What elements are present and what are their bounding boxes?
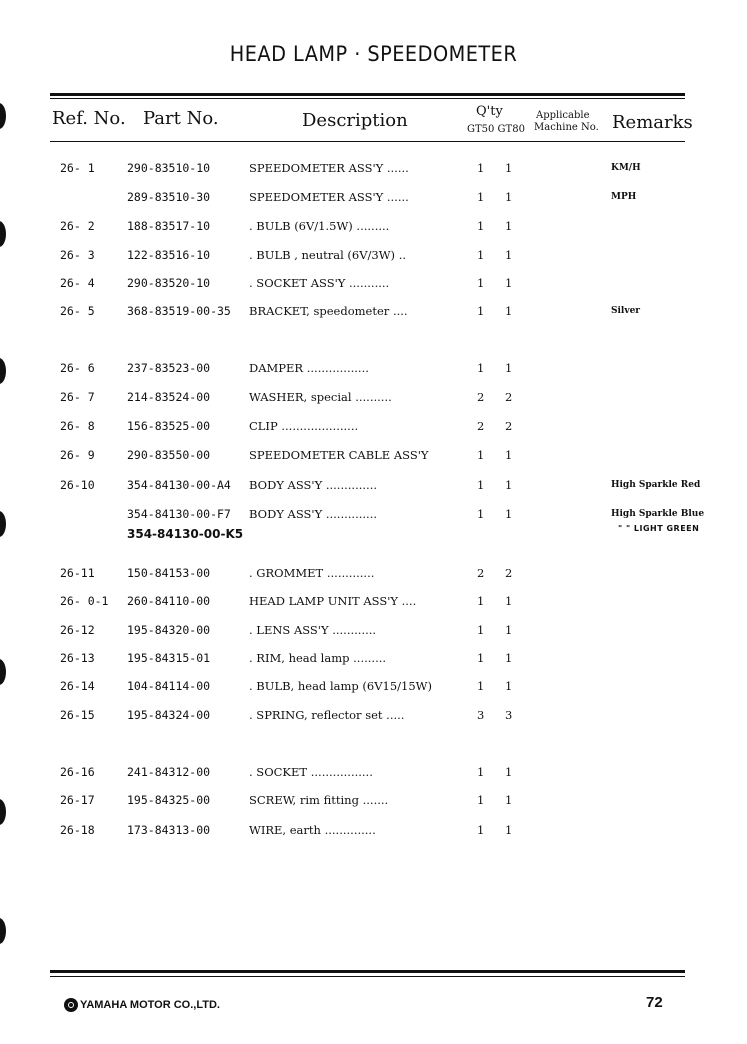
qty-gt50-cell: 1 bbox=[477, 679, 485, 693]
qty-gt50-cell: 1 bbox=[477, 793, 485, 807]
qty-gt50-cell: 1 bbox=[477, 219, 485, 233]
ref-cell: 26- 2 bbox=[60, 219, 95, 233]
ref-cell: 26- 1 bbox=[60, 161, 95, 175]
description-cell: SCREW, rim fitting ....... bbox=[249, 793, 389, 807]
part-number-cell: 290-83520-10 bbox=[127, 276, 211, 290]
part-number-cell: 195-84324-00 bbox=[127, 708, 211, 722]
qty-gt50-cell: 1 bbox=[477, 304, 485, 318]
part-number-cell: 195-84325-00 bbox=[127, 793, 211, 807]
qty-gt50-cell: 1 bbox=[477, 276, 485, 290]
description-cell: . RIM, head lamp ......... bbox=[249, 651, 387, 665]
qty-gt50-cell: 1 bbox=[477, 651, 485, 665]
part-number-cell: 195-84315-01 bbox=[127, 651, 211, 665]
remarks-cell: MPH bbox=[611, 192, 637, 202]
ref-cell: 26-13 bbox=[60, 651, 95, 665]
description-cell: . SOCKET ASS'Y ........... bbox=[249, 276, 390, 290]
col-header-part: Part No. bbox=[143, 108, 219, 129]
ref-cell: 26-16 bbox=[60, 765, 95, 779]
qty-gt80-cell: 2 bbox=[505, 419, 513, 433]
description-cell: SPEEDOMETER ASS'Y ...... bbox=[249, 161, 409, 175]
description-cell: WIRE, earth .............. bbox=[249, 823, 376, 837]
footer-rule-thick bbox=[50, 970, 685, 973]
table-row bbox=[0, 679, 747, 699]
description-cell: . BULB (6V/1.5W) ......... bbox=[249, 219, 390, 233]
qty-gt80-cell: 1 bbox=[505, 448, 513, 462]
qty-gt50-cell: 1 bbox=[477, 190, 485, 204]
description-cell: . SPRING, reflector set ..... bbox=[249, 708, 405, 722]
part-number-cell: 237-83523-00 bbox=[127, 361, 211, 375]
remarks-cell: High Sparkle Blue bbox=[611, 509, 705, 519]
description-cell: . BULB , neutral (6V/3W) .. bbox=[249, 248, 407, 262]
footer-rule-thin bbox=[50, 976, 685, 977]
qty-gt50-cell: 1 bbox=[477, 765, 485, 779]
qty-gt50-cell: 1 bbox=[477, 448, 485, 462]
col-header-desc: Description bbox=[302, 110, 408, 131]
qty-gt50-cell: 1 bbox=[477, 248, 485, 262]
description-cell: BRACKET, speedometer .... bbox=[249, 304, 408, 318]
qty-gt50-cell: 1 bbox=[477, 161, 485, 175]
company-name: YAMAHA MOTOR CO.,LTD. bbox=[80, 999, 220, 1011]
ref-cell: 26- 3 bbox=[60, 248, 95, 262]
table-row bbox=[0, 161, 747, 181]
remarks-cell: Silver bbox=[611, 306, 641, 316]
qty-gt80-cell: 1 bbox=[505, 219, 513, 233]
ref-cell: 26- 9 bbox=[60, 448, 95, 462]
table-row bbox=[0, 219, 747, 239]
part-number-cell: 241-84312-00 bbox=[127, 765, 211, 779]
qty-gt80-cell: 2 bbox=[505, 390, 513, 404]
description-cell: WASHER, special .......... bbox=[249, 390, 392, 404]
table-row bbox=[0, 594, 747, 614]
header-rule-top-thin bbox=[50, 98, 685, 99]
part-number-cell: 156-83525-00 bbox=[127, 419, 211, 433]
header-rule-bottom bbox=[50, 141, 685, 142]
qty-gt80-cell: 1 bbox=[505, 507, 513, 521]
qty-gt80-cell: 1 bbox=[505, 594, 513, 608]
table-row bbox=[0, 276, 747, 296]
ref-cell: 26-17 bbox=[60, 793, 95, 807]
table-row bbox=[0, 623, 747, 643]
part-number-cell: 354-84130-00-A4 bbox=[127, 478, 231, 492]
part-number-cell: 150-84153-00 bbox=[127, 566, 211, 580]
description-cell: CLIP ..................... bbox=[249, 419, 359, 433]
table-row bbox=[0, 478, 747, 498]
remarks-cell: High Sparkle Red bbox=[611, 480, 701, 490]
qty-gt80-cell: 1 bbox=[505, 823, 513, 837]
qty-gt80-cell: 1 bbox=[505, 793, 513, 807]
description-cell: SPEEDOMETER CABLE ASS'Y bbox=[249, 448, 429, 462]
table-row bbox=[0, 566, 747, 586]
description-cell: BODY ASS'Y .............. bbox=[249, 507, 378, 521]
part-number-cell: 214-83524-00 bbox=[127, 390, 211, 404]
part-number-cell: 289-83510-30 bbox=[127, 190, 211, 204]
ref-cell: 26- 4 bbox=[60, 276, 95, 290]
header-rule-top bbox=[50, 93, 685, 96]
description-cell: . SOCKET ................. bbox=[249, 765, 373, 779]
part-number-cell: 122-83516-10 bbox=[127, 248, 211, 262]
description-cell: SPEEDOMETER ASS'Y ...... bbox=[249, 190, 409, 204]
yamaha-logo-icon bbox=[64, 998, 78, 1012]
ref-cell: 26-10 bbox=[60, 478, 95, 492]
table-row bbox=[0, 190, 747, 210]
table-row bbox=[0, 651, 747, 671]
part-number-cell: 260-84110-00 bbox=[127, 594, 211, 608]
ref-cell: 26- 7 bbox=[60, 390, 95, 404]
qty-gt80-cell: 3 bbox=[505, 708, 513, 722]
part-number-cell: 290-83510-10 bbox=[127, 161, 211, 175]
ref-cell: 26- 5 bbox=[60, 304, 95, 318]
table-row bbox=[0, 419, 747, 439]
qty-gt80-cell: 1 bbox=[505, 248, 513, 262]
ref-cell: 26- 8 bbox=[60, 419, 95, 433]
qty-gt80-cell: 1 bbox=[505, 623, 513, 637]
table-row bbox=[0, 448, 747, 468]
ref-cell: 26- 0-1 bbox=[60, 594, 109, 608]
qty-gt50-cell: 1 bbox=[477, 594, 485, 608]
qty-gt50-cell: 1 bbox=[477, 478, 485, 492]
col-header-applicable: Applicable bbox=[536, 110, 590, 121]
ref-cell: 26-18 bbox=[60, 823, 95, 837]
qty-gt50-cell: 1 bbox=[477, 361, 485, 375]
col-header-remarks: Remarks bbox=[612, 112, 693, 133]
ref-cell: 26- 6 bbox=[60, 361, 95, 375]
description-cell: . BULB, head lamp (6V15/15W) bbox=[249, 679, 432, 693]
ref-cell: 26-11 bbox=[60, 566, 95, 580]
part-number-cell: 188-83517-10 bbox=[127, 219, 211, 233]
col-header-qty: Q'ty bbox=[476, 104, 503, 119]
col-header-ref: Ref. No. bbox=[52, 108, 126, 129]
ref-cell: 26-14 bbox=[60, 679, 95, 693]
qty-gt50-cell: 1 bbox=[477, 507, 485, 521]
qty-gt50-cell: 2 bbox=[477, 390, 485, 404]
qty-gt80-cell: 1 bbox=[505, 679, 513, 693]
table-row bbox=[0, 708, 747, 728]
table-row bbox=[0, 361, 747, 381]
page-title: HEAD LAMP · SPEEDOMETER bbox=[229, 42, 518, 66]
table-row bbox=[0, 823, 747, 843]
qty-gt50-cell: 2 bbox=[477, 566, 485, 580]
table-row bbox=[0, 248, 747, 268]
part-number-cell: 173-84313-00 bbox=[127, 823, 211, 837]
binder-hole bbox=[0, 103, 6, 129]
qty-gt50-cell: 2 bbox=[477, 419, 485, 433]
part-number-cell: 354-84130-00-F7 bbox=[127, 507, 231, 521]
handwritten-part-number: 354-84130-00-K5 bbox=[127, 527, 244, 541]
qty-gt80-cell: 1 bbox=[505, 478, 513, 492]
col-header-machine-no: Machine No. bbox=[534, 122, 599, 133]
qty-gt80-cell: 2 bbox=[505, 566, 513, 580]
qty-gt80-cell: 1 bbox=[505, 161, 513, 175]
qty-gt80-cell: 1 bbox=[505, 765, 513, 779]
table-row bbox=[0, 793, 747, 813]
ref-cell: 26-15 bbox=[60, 708, 95, 722]
qty-gt80-cell: 1 bbox=[505, 276, 513, 290]
qty-gt80-cell: 1 bbox=[505, 304, 513, 318]
table-row bbox=[0, 304, 747, 324]
remarks-cell: KM/H bbox=[611, 163, 641, 173]
part-number-cell: 368-83519-00-35 bbox=[127, 304, 231, 318]
description-cell: DAMPER ................. bbox=[249, 361, 369, 375]
qty-gt50-cell: 1 bbox=[477, 823, 485, 837]
qty-gt50-cell: 1 bbox=[477, 623, 485, 637]
description-cell: BODY ASS'Y .............. bbox=[249, 478, 378, 492]
col-header-qty-models: GT50 GT80 bbox=[467, 124, 525, 135]
qty-gt80-cell: 1 bbox=[505, 190, 513, 204]
description-cell: . LENS ASS'Y ............ bbox=[249, 623, 377, 637]
part-number-cell: 195-84320-00 bbox=[127, 623, 211, 637]
ref-cell: 26-12 bbox=[60, 623, 95, 637]
table-row bbox=[0, 390, 747, 410]
description-cell: . GROMMET ............. bbox=[249, 566, 375, 580]
qty-gt50-cell: 3 bbox=[477, 708, 485, 722]
binder-hole bbox=[0, 918, 6, 944]
part-number-cell: 290-83550-00 bbox=[127, 448, 211, 462]
footer-company bbox=[64, 998, 220, 1012]
qty-gt80-cell: 1 bbox=[505, 651, 513, 665]
page-number: 72 bbox=[646, 994, 663, 1011]
part-number-cell: 104-84114-00 bbox=[127, 679, 211, 693]
handwritten-remark: " " LIGHT GREEN bbox=[618, 524, 700, 533]
qty-gt80-cell: 1 bbox=[505, 361, 513, 375]
description-cell: HEAD LAMP UNIT ASS'Y .... bbox=[249, 594, 417, 608]
table-row bbox=[0, 765, 747, 785]
